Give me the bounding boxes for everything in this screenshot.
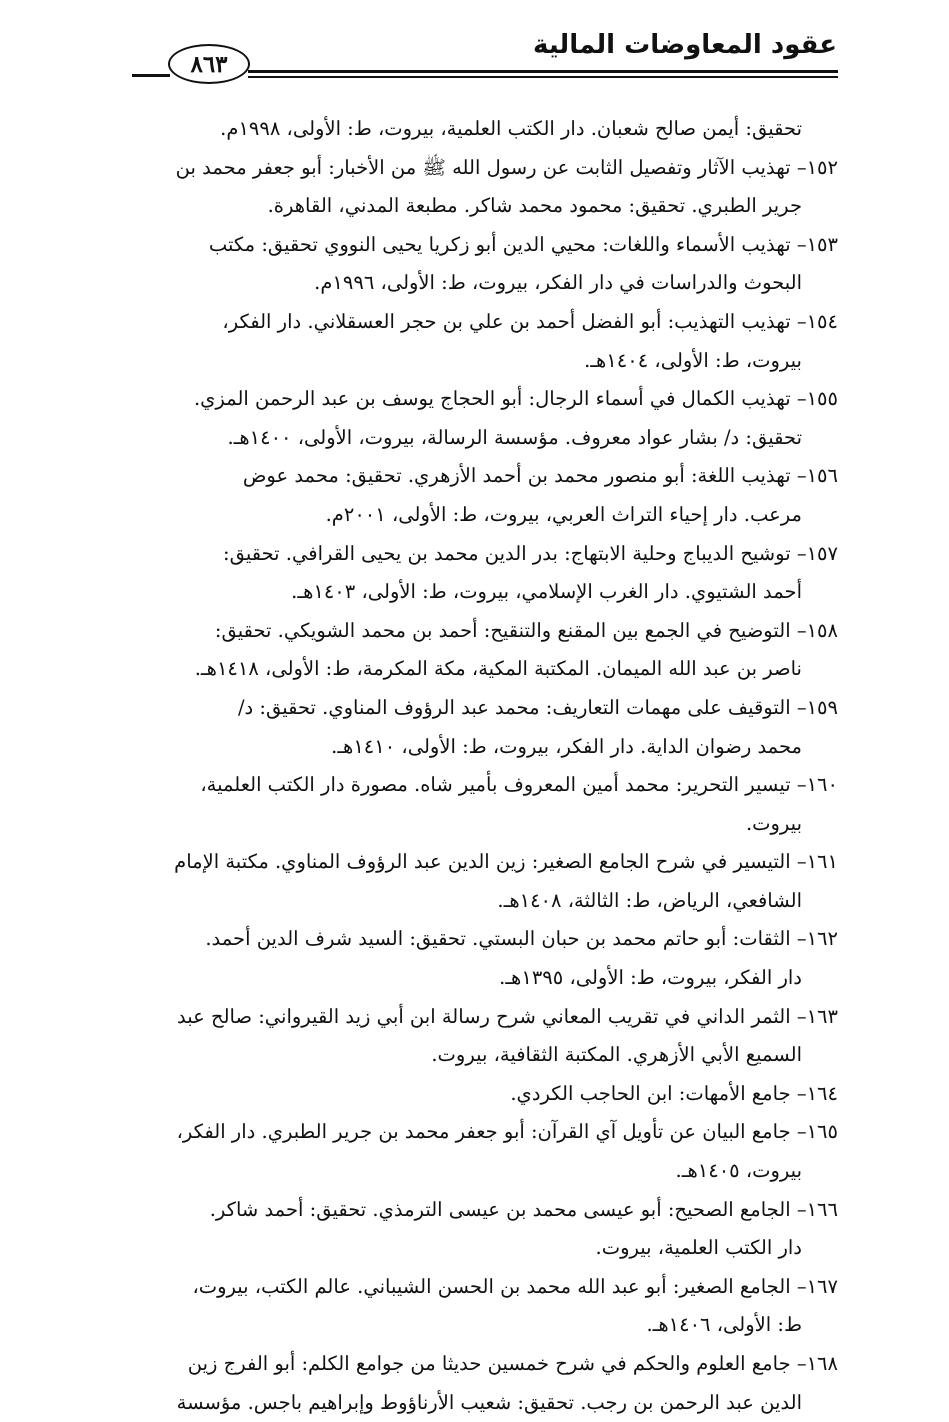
bibliography-continuation-line: تحقيق: أيمن صالح شعبان. دار الكتب العلمية، بيروت، ط: الأولى، ١٩٩٨م. (220, 117, 802, 140)
bibliography-continuation-line: دار الفكر، بيروت، ط: الأولى، ١٣٩٥هـ. (499, 966, 802, 990)
bibliography-continuation-line: بيروت. (745, 811, 802, 835)
bibliography-entry-line: ١٦٢– الثقات: أبو حاتم محمد بن حبان البستي. تحقيق: السيد شرف الدين أحمد. (205, 927, 838, 951)
bibliography-entry-line: ١٦٧– الجامع الصغير: أبو عبد الله محمد بن الحسن الشيباني. عالم الكتب، بيروت، (192, 1274, 838, 1298)
bibliography-entry-line: ١٥٨– التوضيح في الجمع بين المقنع والتنقيح: أحمد بن محمد الشويكي. تحقيق: (214, 618, 838, 642)
bibliography-continuation-line: دار الكتب العلمية، بيروت. (595, 1236, 802, 1260)
bibliography-entry-line: ١٥٢– تهذيب الآثار وتفصيل الثابت عن رسول الله ﷺ من الأخبار: أبو جعفر محمد بن (175, 155, 838, 179)
bibliography-continuation-line: جرير الطبري. تحقيق: محمود محمد شاكر. مطبعة المدني، القاهرة. (267, 194, 802, 218)
bibliography-entry-line: ١٥٩– التوقيف على مهمات التعاريف: محمد عبد الرؤوف المناوي. تحقيق: د/ (237, 695, 838, 719)
bibliography-entry-line: ١٥٣– تهذيب الأسماء واللغات: محيي الدين أبو زكريا يحيى النووي تحقيق: مكتب (208, 232, 838, 256)
bibliography-entry-line: ١٦٥– جامع البيان عن تأويل آي القرآن: أبو جعفر محمد بن جرير الطبري. دار الفكر، (176, 1120, 838, 1144)
bibliography-continuation-line: ط: الأولى، ١٤٠٦هـ. (646, 1313, 802, 1337)
bibliography-continuation-line: البحوث والدراسات في دار الفكر، بيروت، ط: الأولى، ١٩٩٦م. (314, 271, 802, 295)
header-rule-right (248, 70, 838, 73)
bibliography-entry-line: ١٦٠– تيسير التحرير: محمد أمين المعروف بأمير شاه. مصورة دار الكتب العلمية، (200, 773, 838, 797)
page-number: ٨٦٣ (168, 44, 250, 84)
bibliography-entry-line: ١٥٧– توشيح الديباج وحلية الابتهاج: بدر الدين محمد بن يحيى القرافي. تحقيق: (223, 541, 838, 565)
bibliography-entry-line: ١٦٤– جامع الأمهات: ابن الحاجب الكردي. (510, 1081, 838, 1105)
bibliography-list (132, 110, 838, 1422)
bibliography-continuation-line: بيروت، ط: الأولى، ١٤٠٤هـ. (584, 348, 802, 372)
bibliography-entry-line: ١٦٦– الجامع الصحيح: أبو عيسى محمد بن عيسى الترمذي. تحقيق: أحمد شاكر. (209, 1197, 838, 1221)
bibliography-entry-line: ١٦٨– جامع العلوم والحكم في شرح خمسين حديثا من جوامع الكلم: أبو الفرج زين (187, 1352, 838, 1375)
bibliography-continuation-line: تحقيق: د/ بشار عواد معروف. مؤسسة الرسالة، بيروت، الأولى، ١٤٠٠هـ. (227, 425, 802, 449)
page-header (0, 0, 949, 100)
bibliography-entry-line: ١٦٣– الثمر الداني في تقريب المعاني شرح رسالة ابن أبي زيد القيرواني: صالح عبد (177, 1004, 838, 1028)
bibliography-continuation-line: محمد رضوان الداية. دار الفكر، بيروت، ط: الأولى، ١٤١٠هـ. (331, 734, 802, 758)
bibliography-continuation-line: مرعب. دار إحياء التراث العربي، بيروت، ط: الأولى، ٢٠٠١م. (325, 502, 802, 526)
header-rule-right-thin (248, 76, 838, 78)
bibliography-continuation-line: أحمد الشتيوي. دار الغرب الإسلامي، بيروت، ط: الأولى، ١٤٠٣هـ. (291, 580, 802, 604)
bibliography-continuation-line: الدين عبد الرحمن بن رجب. تحقيق: شعيب الأرناؤوط وإبراهيم باجس. مؤسسة (176, 1390, 802, 1414)
bibliography-continuation-line: بيروت، ١٤٠٥هـ. (675, 1159, 802, 1183)
bibliography-continuation-line: السميع الأبي الأزهري. المكتبة الثقافية، بيروت. (431, 1043, 802, 1067)
bibliography-entry-line: ١٥٥– تهذيب الكمال في أسماء الرجال: أبو الحجاج يوسف بن عبد الرحمن المزي. (193, 387, 838, 411)
bibliography-entry-line: ١٦١– التيسير في شرح الجامع الصغير: زين الدين عبد الرؤوف المناوي. مكتبة الإمام (174, 850, 838, 874)
bibliography-entry-line: ١٥٦– تهذيب اللغة: أبو منصور محمد بن أحمد الأزهري. تحقيق: محمد عوض (242, 464, 838, 488)
bibliography-continuation-line: ناصر بن عبد الله الميمان. المكتبة المكية، مكة المكرمة، ط: الأولى، ١٤١٨هـ. (194, 657, 802, 681)
header-rule-left (132, 74, 170, 77)
bibliography-continuation-line: الشافعي، الرياض، ط: الثالثة، ١٤٠٨هـ. (497, 888, 802, 912)
bibliography-entry-line: ١٥٤– تهذيب التهذيب: أبو الفضل أحمد بن علي بن حجر العسقلاني. دار الفكر، (222, 309, 838, 333)
running-title: عقود المعاوضات المالية (533, 30, 837, 60)
